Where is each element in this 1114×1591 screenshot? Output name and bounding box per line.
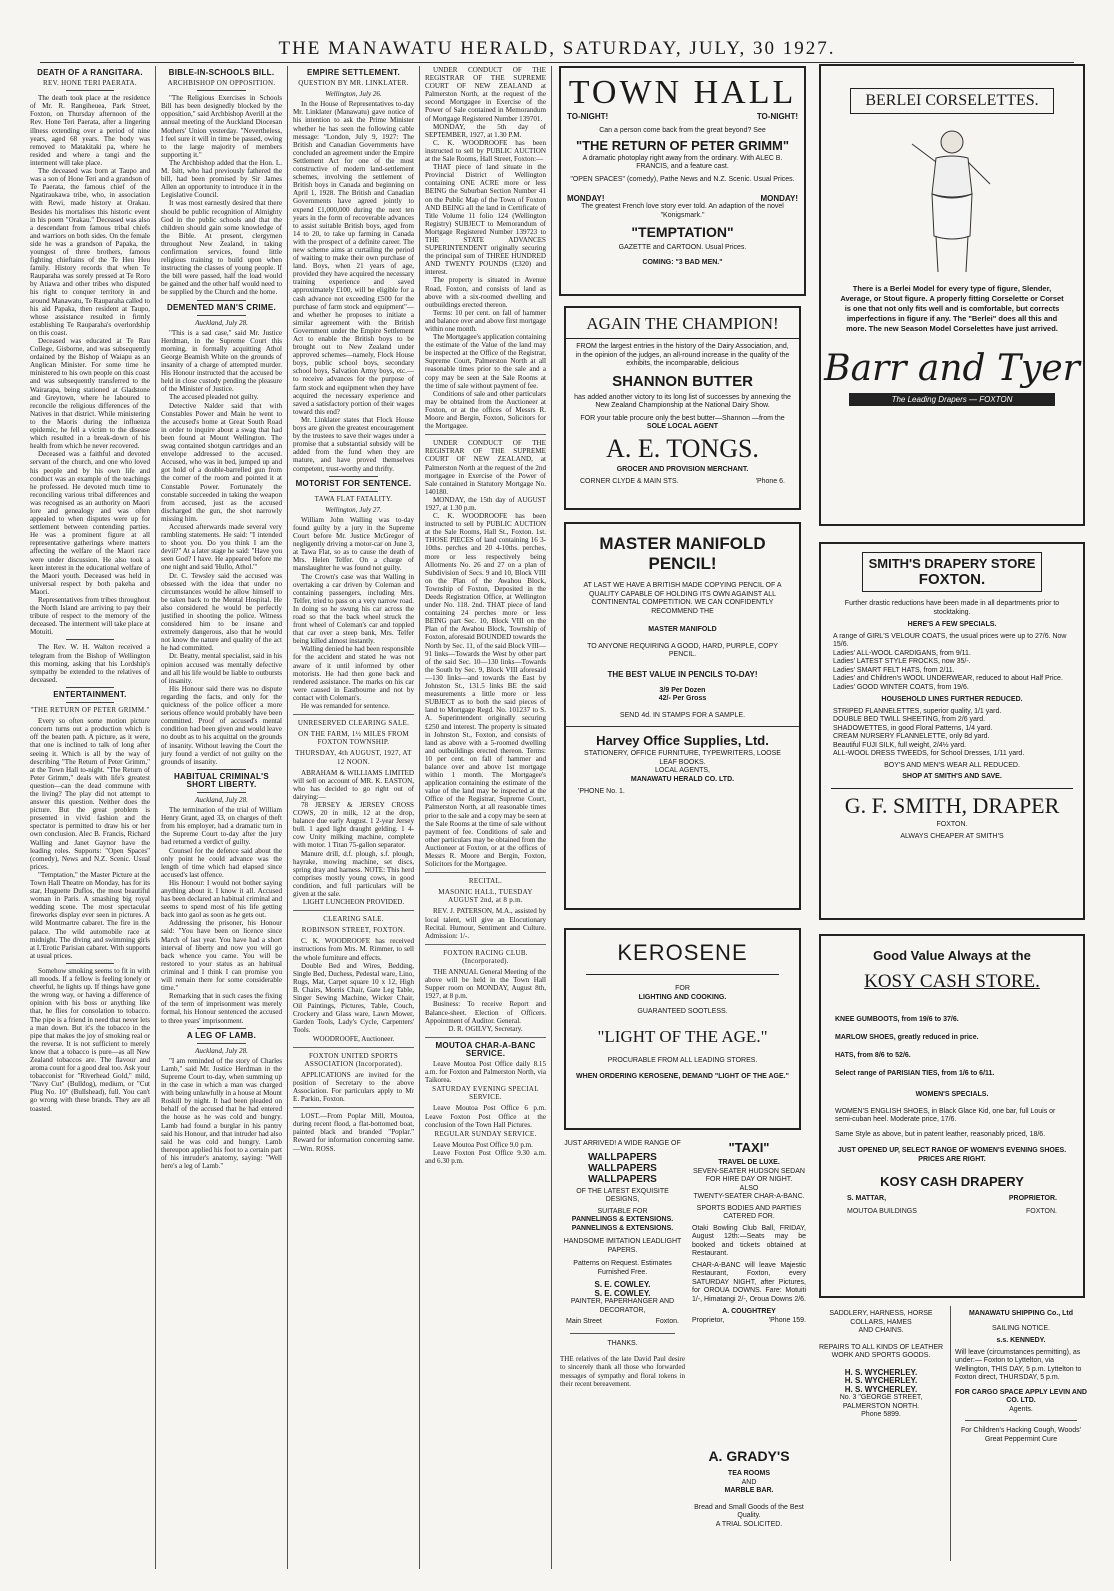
ad-text: MARBLE BAR. xyxy=(724,1487,774,1494)
paragraph: Leave Moutoa Post Office 6 p.m. Leave Foxton Post Office at the conclusion of the Town Hall Pictures. xyxy=(425,1104,546,1129)
paragraph: His Honour: I would not bother saying anything about it. I know it all. Accused has been declared an habitual criminal and seems to spend most of his life getting back into gaol as soon as he gets out. xyxy=(161,878,282,920)
ad-title: MASTER MANIFOLD PENCIL! xyxy=(599,534,766,573)
ad-text: FOXTON. xyxy=(936,820,968,828)
column-rule xyxy=(950,1306,951,1561)
ad-title: Good Value Always at the xyxy=(873,948,1031,963)
paragraph: Leave Moutoa Post Office daily 8.15 a.m. for Foxton and Palmerston North, via Taikorea. xyxy=(425,1059,546,1085)
list-item: Ladies' and Children's WOOL UNDERWEAR, reduced to about Half Price. xyxy=(833,675,1063,682)
ad-text: No. 3 "GEORGE STREET, xyxy=(839,1394,923,1401)
column-4 xyxy=(425,66,546,1566)
paragraph: The Crown's case was that Walling in overtaking a car driven by Coleman and containing passengers, including Mrs. Telfer, tried to pass on a very narrow road. In doing so he swung his car across the road so that the back wheel struck the front wheel of Coleman's car and toppled that car over a steep bank, Mrs. Telfer being killed almost instantly. xyxy=(293,572,414,646)
ad-text: FOR CARGO SPACE APPLY LEVIN AND CO. LTD. xyxy=(955,1388,1087,1404)
paragraph: The termination of the trial of William Henry Grant, aged 33, on charges of theft from his employer, had a dramatic turn in the Supreme Court to-day after the jury had returned a verdict of guilty. xyxy=(161,806,282,847)
paragraph: 78 JERSEY & JERSEY CROSS COWS, 20 in milk, 12 at the drop, balance due early August. 1 2-year Jersey bull. 1 aged light draught gelding. 1 4-cow Unity milking machine, complete with motor. 1 Titan 75-gallon separator. xyxy=(293,800,414,850)
list-item: Ladies' SMART FELT HATS, from 2/11. xyxy=(833,666,955,674)
paragraph: The Rev. W. H. Walton received a telegram from the Bishop of Wellington this morning, asking that his Lordship's sympathy be extended to the relatives of deceased. xyxy=(30,643,150,684)
ad-title: KEROSENE xyxy=(617,940,748,965)
master-manifold-ad xyxy=(564,522,801,910)
ad-text: has added another victory to its long list of successes by annexing the New Zealand Championship at the National Dairy Show. xyxy=(574,393,791,409)
paragraph: The deceased was born at Taupo and was a son of Hone Teri and a grandson of Te Paerata, the famous chief of the Ngatiraukawa tribe, who, in association with Rewi, made history at Orakau. Besides his mortalises this historic event in his poem "Orakau." Deceased was also a descendant from famous tribal chiefs and warriors on both sides. On the female side he was a grandson of Papaka, the youngest of three brothers, famous fighting chieftains of the Te Heu Heu family. History records that when Te Rauparaha was sorely pressed at Te Roro by Atiawa and other tribes who disputed his right to conquer territory in and around Manawatu, Te Rauparaha called to his aid Papaka, then resident at Taupo, whose assistance resulted in firmly establishing Te Rauparaha's overlordship on this coast. xyxy=(30,167,150,337)
paragraph: Counsel for the defence said about the only point he could advance was the length of time which had elapsed since accused's last offence. xyxy=(161,846,282,879)
ad-text: SPORTS BODIES AND PARTIES CATERED FOR. xyxy=(696,1204,802,1220)
ad-text: AND xyxy=(741,1478,757,1486)
ad-text: A TRIAL SOLICITED. xyxy=(715,1520,783,1528)
paragraph: Manure drill, d.f. plough, s.f. plough, hayrake, mowing machine, set discs, spring dray and harness. NOTE: This herd comprises mostly young cows, in good condition, and full particulars will be given at the sale. xyxy=(293,849,414,898)
ad-text: Otaki Bowling Club Ball, FRIDAY, August 12th:—Seats may be booked and tickets obtained at Restaurant. xyxy=(692,1224,806,1257)
list-item: A range of GIRL'S VELOUR COATS, the usual prices were up to 27/6. Now 15/6. xyxy=(833,632,1067,648)
ad-text: Further drastic reductions have been made in all departments prior to stocktaking. xyxy=(844,600,1060,616)
paragraph: It was most earnestly desired that there should be public recognition of Almighty God in the public schools and that the children should gain some knowledge of the Bible. At present, clergymen throughout New Zealand, in taking confirmation services, found little religious training to build upon when instructing the classes of young people. If the bill were passed, half the load would be gained and the other half would need to be supplied by the Church and the home. xyxy=(161,199,282,297)
ad-text: There is a Berlei Model for every type of figure, Slender, Average, or Stout figure. A properly fitting Corselette or Corset is one that not only fits well and is comfortable, but corrects imperfections in figure if any. The "Berlei" does all this and more. The new Season Model Corselettes have just arrived. xyxy=(840,284,1064,333)
saddlery-ad xyxy=(815,1306,947,1556)
ad-text: THE relatives of the late David Paul desire to sincerely thank all those who forwarded messages of sympathy and floral tokens in their recent bereavement. xyxy=(560,1354,685,1388)
ad-title: WALLPAPERS xyxy=(588,1162,657,1174)
shannon-butter-ad xyxy=(564,306,801,510)
paragraph: Deceased was a faithful and devoted servant of the church, and one who loved his people and by his own life and conduct was an example of the teachings he professed. He devoted much time to reconciling various tribal differences and was recognised as an authority on Maori lore and genealogy and was often appealed to when disputes were up for settlement between contending parties. He was a prominent figure at all representative gatherings where matters affecting the welfare of the Maori race were under discussion. He also took a keen interest in the educational welfare of the Maori youth. Deceased was held in universal respect by both pakeha and Maori. xyxy=(30,450,150,596)
berlei-ad xyxy=(819,64,1085,526)
ad-label: PROPRIETOR. xyxy=(1008,1195,1057,1202)
ad-text: "OPEN SPACES" (comedy), Pathe News and N.Z. Scenic. Usual Prices. xyxy=(570,175,795,183)
ad-label: TO-NIGHT! xyxy=(756,112,798,121)
paragraph: "The Religious Exercises in Schools Bill has been designedly blocked by the opposition," said Archbishop Averill at the annual meeting of the Auckland Diocesan Mothers' Union yesterday. "Nevertheless, I feel sure it will in time be passed, owing to the large majority of members supporting it." xyxy=(161,94,282,159)
subheadline: FOXTON RACING CLUB. (Incorporated). xyxy=(443,948,528,965)
ad-text: SHOP AT SMITH'S AND SAVE. xyxy=(902,773,1002,780)
list-item: Ladies' ALL-WOOL CARDIGANS, from 9/11. xyxy=(833,649,971,657)
ad-text: SEVEN-SEATER HUDSON SEDAN FOR HIRE DAY OR NIGHT. xyxy=(693,1167,805,1183)
paragraph: The Archbishop added that the Hon. L. M. Isitt, who had previously fathered the bill, had been promised by Sir James Allen an opportunity to introduce it in the Legislative Council. xyxy=(161,158,282,200)
ad-label: MONDAY! xyxy=(760,194,798,203)
ad-label: CORNER CLYDE & MAIN STS. xyxy=(580,478,679,485)
ad-title: WALLPAPERS xyxy=(588,1173,657,1185)
paragraph: Terms: 10 per cent. on fall of hammer and balance over and above first mortgage within one month. xyxy=(425,308,546,333)
list-item: DOUBLE BED TWILL SHEETING, from 2/6 yard. xyxy=(833,716,986,723)
paragraph: LOST.—From Poplar Mill, Moutoa, during recent flood, a flat-bottomed boat, painted black and branded "Poplar." Reward for information concerning same.—Wm. ROSS. xyxy=(293,1112,414,1153)
ad-text: AND CHAINS. xyxy=(858,1327,904,1334)
paragraph: "I am reminded of the story of Charles Lamb," said Mr. Justice Herdman in the Supreme Court to-day, when summing up in the case in which a man was charged with being unlawfully in a house at Mount Roskill by night. It had been pleaded on behalf of the accused that he had entered the house as he was cold and hungry. Lamb had found a burglar in his pantry said his Honour, and that intruder had also said he was cold and hungry. Lamb thereupon applied his foot to a certain part of his intruder's anatomy, saying: "Well here's a leg of Lamb." xyxy=(161,1056,282,1170)
paragraph: APPLICATIONS are invited for the position of Secretary to the above Association. For particulars apply to Mr E. Parkin, Foxton. xyxy=(293,1070,414,1104)
paragraph: Dr. C. Tewsley said the accused was obsessed with the idea that under no circumstances would he allow himself to be taken back to the Mental Hospital. He also considered he would be perfectly justified in shooting the police. Witness considered him to be insane and extremely dangerous, also that he would not know the nature and quality of the act he had committed. xyxy=(161,571,282,653)
ad-text: JUST OPENED UP, SELECT RANGE OF WOMEN'S EVENING SHOES. PRICES ARE RIGHT. xyxy=(837,1147,1067,1163)
paragraph: Addressing the prisoner, his Honour said: "You have been on licence since March of last year. You have had a short interval of liberty and now you will go back whence you came. You will be restored to your status as an habitual criminal and I think I can promise you will remain there for some considerable time." xyxy=(161,919,282,993)
merchant-name: S. E. COWLEY. xyxy=(594,1280,651,1289)
ad-text: FROM the largest entries in the history of the Dairy Association, and, in the opinion of the judges, an all-round increase in the quality of the exhibits, the incomparable, delicious xyxy=(575,343,790,367)
subheadline: REGULAR SUNDAY SERVICE. xyxy=(434,1129,537,1138)
ad-text: TWENTY-SEATER CHAR-A-BANC. xyxy=(693,1193,805,1200)
subheadline: CLEARING SALE. xyxy=(323,915,384,924)
paragraph: In the House of Representatives to-day Mr. Linklater (Manawatu) gave notice of his intention to ask the Prime Minister whether he has seen the following cable message: "London, July 9, 1927: The British and Canadian Governments have concluded an agreement under the Empire Settlement Act for one of the most constructive of modern land-settlement schemes, involving the settlement of British boys in Canada and beginning on April 1, 1928. The British and Canadian Governments have agreed jointly to expend £1,000,000 during the next ten years in the form of recoverable advances to assist suitable British boys, aged from 14 to 20, to take up farming in Canada with the prospect of a definite career. The new scheme aims at curtailing the period of waiting to make their own purchase of land. Boys, when 21 years of age, provided they have acquired the necessary training experience and saved approximately £100, will be eligible for a cash advance not exceeding £500 for the purchase of farm stock and equipment"—and whether he proposes to initiate a similar agreement with the British Government under the Empire Settlement Act to enable the British boys to be brought out to New Zealand under approved schemes—namely, Flock House boys, public school boys, secondary school boys, Salvation Army boys, etc.—to receive advances for the purpose of farm stock and equipment when they have acquired the necessary experience and saved a satisfactory portion of their wages toward this end? xyxy=(293,100,414,416)
ad-text: FOR your table procure only the best butter—Shannon —from the xyxy=(580,414,785,422)
signature: WOODROOFE, Auctioneer. xyxy=(312,1034,395,1043)
paragraph: Accused afterwards made several very rambling statements. He said: "I intended to shoot you. Do you think I am the devil?" At a later stage he said: "Have you seen God? I have. He appeared before me one night and said 'Hullo, Athol.'" xyxy=(161,522,282,572)
ad-title: MANAWATU SHIPPING Co., Ltd xyxy=(968,1310,1074,1317)
ad-text: 'PHONE No. 1. xyxy=(578,788,625,795)
column-1 xyxy=(30,66,150,1566)
ad-text: For Children's Hacking Cough, Woods' Great Peppermint Cure xyxy=(960,1427,1082,1443)
ad-title: AGAIN THE CHAMPION! xyxy=(566,314,799,339)
merchant-name: A. COUGHTREY xyxy=(722,1308,776,1315)
ad-text: PAINTER, PAPERHANGER AND DECORATOR, xyxy=(570,1298,675,1314)
gradys-ad xyxy=(692,1446,806,1556)
paragraph: Every so often some motion picture concern turns out a production which is off the beaten path. A picture, as it were, that one is inclined to talk of long after seeing it. Which is all by the way of describing "The Return of Peter Grimm," at the Town Hall to-night. "The Return of Peter Grimm," deals with life's greatest question—can the dead commune with the living? The play did not attempt to answer this question. Neither does the picture. But the great problem is presented in vivid fashion and the spectator is permitted to draw his or her own conclusion. Alec B. Francis, Richard Walling and Janet Gaynor have the leading roles. Supports: "Open Spaces" (comedy), News and N.Z. Scenic. Usual prices. xyxy=(30,717,150,871)
paragraph: C. K. WOODROOFE has been instructed to sell by PUBLIC AUCTION at the Sale Rooms, Hall Street, Foxton:— xyxy=(425,138,546,164)
ad-label: S. MATTAR, xyxy=(847,1195,887,1202)
ad-text: BOY'S AND MEN'S WEAR ALL REDUCED. xyxy=(884,761,1020,769)
ad-text: SAILING NOTICE. xyxy=(992,1324,1050,1332)
ad-label: Main Street xyxy=(566,1318,602,1325)
paragraph: MONDAY, the 5th day of SEPTEMBER, 1927, at 1.30 P.M. xyxy=(425,122,546,139)
notice: LIGHT LUNCHEON PROVIDED. xyxy=(302,898,405,907)
subheadline: "THE RETURN OF PETER GRIMM." xyxy=(30,706,150,715)
ad-label: 'Phone 6. xyxy=(755,478,785,485)
ad-list xyxy=(821,1100,1083,1140)
paragraph: His Honour said there was no dispute regarding the facts, and only for the quickness of the police officer a more serious offence would probably have been committed. Proof of accused's mental condition had been given and would leave no doubt as to his acquittal on the grounds of insanity. Without leaving the Court the jury found a verdict of not guilty on the grounds of insanity. xyxy=(161,684,282,766)
column-rule xyxy=(287,66,288,1569)
column-3 xyxy=(293,66,414,1566)
ad-text: HOUSEHOLD LINES FURTHER REDUCED. xyxy=(881,696,1023,703)
paragraph: UNDER CONDUCT OF THE REGISTRAR OF THE SUPREME COURT OF NEW ZEALAND at Palmerston North, at the request of the second Mortgagee in Exercise of the Power of Sale contained in Memorandum of Mortgage Registered Number 139701. xyxy=(425,66,546,123)
ad-text: LIGHTING AND COOKING. xyxy=(638,993,727,1001)
merchant-name: A. E. TONGS. xyxy=(606,433,759,463)
ad-text: Can a person come back from the great beyond? See xyxy=(599,127,766,134)
list-item: STRIPED FLANNELETTES, superior quality, 1/1 yard. xyxy=(833,707,1002,715)
ad-text: GAZETTE and CARTOON. Usual Prices. xyxy=(618,244,747,251)
ad-title-line: SMITH'S DRAPERY STORE xyxy=(868,556,1036,571)
dateline: Auckland, July 28. xyxy=(195,1046,248,1055)
ad-row xyxy=(561,194,804,203)
ad-title: BERLEI CORSELETTES. xyxy=(850,88,1053,114)
paragraph: THE ANNUAL General Meeting of the above will be held in the Town Hall Supper room on MONDAY, August 8th, 1927, at 8 p.m. xyxy=(425,968,546,1001)
list-item: Select range of PARISIAN TIES, from 1/6 to 6/11. xyxy=(835,1070,995,1077)
ad-list xyxy=(821,630,1083,693)
list-item: Ladies' GOOD WINTER COATS, from 19/6. xyxy=(833,683,969,691)
subheadline: ROBINSON STREET, FOXTON. xyxy=(301,926,406,935)
corset-figure-icon xyxy=(892,124,1012,274)
list-item: MARLOW SHOES, greatly reduced in price. xyxy=(835,1034,979,1041)
paragraph: Detective Nalder said that with Constables Power and Main he went to the accused's home at Great South Road in order to inquire about a swag that had been found at Mount Wellington. The swag contained shotgun cartridges and an envelope addressed to the accused. Accused, who was in bed, jumped up and got hold of a double-barrelled gun from the corner of the room and pointed it at Constable Power. Fortunately the constable succeeded in taking the weapon from accused, just as the accused discharged the gun, the shot narrowly missing him. xyxy=(161,401,282,523)
paragraph: Somehow smoking seems to fit in with all moods. If a fellow is feeling lonely or cheerful, he lights up. If things have gone the wrong way, or having a difference of opinion with his boss or anything like that, he flies for consolation to tobacco. The pipe is a friend in need that never lets a man down. But it's the tobacco in the pipe that makes the joy of smoking real or the reverse. It is not sufficient to merely know that a tobacco is pure—as all New Zealand tobaccos are. The flavour and aroma count for a good deal too. Ask your tobacconist for "Riverhead Gold," mild, "Navy Cut" (Bulldog), medium, or "Cut Plug No. 10" (Bullshead), full. You can't go wrong with these brands. They are all toasted. xyxy=(30,966,150,1113)
ad-list xyxy=(821,993,1083,1083)
ad-label: TO-NIGHT! xyxy=(567,112,609,121)
paragraph: ABRAHAM & WILLIAMS LIMITED will sell on account of MR. K. EASTON, who has decided to go right out of dairying:— xyxy=(293,768,414,801)
store-logo: Barr and Tyer xyxy=(824,348,1080,389)
ad-text: COMING: "3 BAD MEN." xyxy=(642,258,723,266)
list-item: Beautiful FUJI SILK, full weight, 2/4½ yard. xyxy=(833,741,967,749)
subheadline: REV. HONE TERI PAERATA. xyxy=(43,79,137,88)
paragraph: Leave Foxton Post Office 9.30 a.m. and 6.30 p.m. xyxy=(425,1148,546,1165)
headline: EMPIRE SETTLEMENT. xyxy=(307,68,400,77)
paragraph: Business: To receive Report and Balance-sheet. Election of Officers. Appointment of Auditor. General. xyxy=(425,1000,546,1025)
paragraph: "This is a sad case," said Mr. Justice Herdman, in the Supreme Court this morning, in formally acquitting Athol George Beamish White on the grounds of insanity of a charge of attempted murder. His Honour instructed that the accused be held in close custody pending the pleasure of the Minister of Justice. xyxy=(161,328,282,394)
ad-text: FOR xyxy=(675,985,690,992)
ad-row xyxy=(821,1202,1083,1215)
smiths-drapery-ad xyxy=(819,542,1085,920)
headline: A LEG OF LAMB. xyxy=(186,1030,257,1040)
ad-text: HERE'S A FEW SPECIALS. xyxy=(907,621,997,628)
ad-title-line: FOXTON. xyxy=(918,571,986,588)
headline: DEMENTED MAN'S CRIME. xyxy=(166,302,277,312)
shipping-ad xyxy=(955,1306,1087,1556)
paragraph: The accused pleaded not guilty. xyxy=(169,393,259,402)
headline: DEATH OF A RANGITARA. xyxy=(37,68,143,77)
taxi-ad xyxy=(692,1140,806,1440)
price: 42/- Per Gross xyxy=(658,695,707,702)
subheadline: QUESTION BY MR. LINKLATER. xyxy=(298,79,409,88)
product-name: "LIGHT OF THE AGE." xyxy=(597,1026,768,1046)
list-item: WOMEN'S ENGLISH SHOES, in Black Glace Kid, one bar, full Louis or semi-cuban heel. Moderate price, 17/6. xyxy=(835,1107,1056,1123)
list-item: KNEE GUMBOOTS, from 19/6 to 37/6. xyxy=(835,1016,959,1023)
ad-text: SEND 4d. IN STAMPS FOR A SAMPLE. xyxy=(566,712,799,728)
masthead: THE MANAWATU HERALD, SATURDAY, JULY, 30 1927. xyxy=(40,38,1074,63)
price: 3/9 Per Dozen xyxy=(659,686,706,694)
ad-row xyxy=(821,1189,1083,1202)
ad-text: AT LAST WE HAVE A BRITISH MADE COPYING PENCIL OF A QUALITY CAPABLE OF HOLDING ITS OWN AGAINST ALL CONTINENTAL COMPETITION. WE CAN CONFIDENTLY RECOMMEND THE xyxy=(583,582,782,615)
ad-title: TOWN HALL xyxy=(568,74,797,111)
ad-title: A. GRADY'S xyxy=(708,1448,790,1464)
kosy-cash-store-ad xyxy=(819,934,1085,1298)
ad-text: LOCAL AGENTS, xyxy=(655,767,710,774)
paragraph: The death took place at the residence of Mr. R. Rangiheuea, Park Street, Foxton, on Thursday afternoon of the Rev. Hone Teri Paerata, after a lingering illness extending over a period of nine years, aged 68 years. The body was removed to Matakitaki pa, where he resided and where a tangi and the interment will take place. xyxy=(30,94,150,167)
paragraph: Remarking that in such cases the fixing of the term of imprisonment was merely formal, his Honour sentenced the accused to three years' imprisonment. xyxy=(161,992,282,1025)
headline: HABITUAL CRIMINAL'S SHORT LIBERTY. xyxy=(173,771,269,789)
paragraph: Walling denied he had been responsible for the accident and stated he was not aware of it until informed by other motorists. He had then gone back and rendered assistance. The marks on his car were caused in Eastbourne and not by contact with Coleman's. xyxy=(293,645,414,702)
merchant-name: G. F. SMITH, DRAPER xyxy=(844,792,1060,818)
ad-text: A dramatic photoplay right away from the ordinary. With ALEC B. FRANCIS, and a feature cast. xyxy=(582,154,783,170)
kerosene-ad xyxy=(564,928,801,1130)
paragraph: Leave Moutoa Post Office 9.0 p.m. xyxy=(433,1140,533,1149)
ad-text: PROCURABLE FROM ALL LEADING STORES. xyxy=(607,1056,758,1064)
ad-text: COLLARS, HAMES xyxy=(850,1318,912,1326)
ad-text: TEA ROOMS xyxy=(727,1470,771,1477)
ad-text: PALMERSTON NORTH. xyxy=(842,1402,920,1410)
paragraph: THAT piece of land situate in the Provincial District of Wellington containing ONE ACRE more or less BEING the Suburban Section Number 41 on the Public Map of the Town of Foxton AND BEING all the land in Certificate of Title Volume 11 folio 124 (Wellington Registry) SUBJECT to Memorandum of Mortgage Registered Number 139723 to THE STATE ADVANCES SUPERINTENDENT originally securing the principal sum of THREE HUNDRED AND TWENTY POUNDS (£320) and interest. xyxy=(425,163,546,277)
headline: MOUTOA CHAR-A-BANC SERVICE. xyxy=(435,1040,536,1058)
column-rule xyxy=(551,66,552,1569)
list-item: SHADOWETTES, in good Floral Patterns, 1/4 yard. xyxy=(833,724,993,732)
ad-text: OF THE LATEST EXQUISITE DESIGNS, xyxy=(576,1187,669,1203)
ad-text: THE BEST VALUE IN PENCILS TO-DAY! xyxy=(607,669,758,679)
paragraph: Double Bed and Wires, Bedding, Single Bed, Duchess, Pedestal ware, Lino, Rugs, Mat, Carpet square 10 x 12, High B. Chairs, Morris Chair, Gate Leg Table, Singer Sewing Machine, Wicker Chair, Oil Paintings, Pictures, Table, Couch, Crockery and Glass ware, Lawn Mower, Garden Tools, Lady's Cycle, Carpenters' Tools. xyxy=(293,961,414,1035)
company-name: Harvey Office Supplies, Ltd. xyxy=(596,733,769,748)
ad-text: SUITABLE FOR xyxy=(597,1207,648,1215)
ad-text: THANKS. xyxy=(607,1340,638,1347)
ad-row xyxy=(560,1315,685,1325)
paragraph: William John Walling was to-day found guilty by a jury in the Supreme Court before Mr. Justice McGregor of negligently driving a motor-car on June 3, at Tawa Flat, so as to cause the death of Mrs. Helen Telfer. On a charge of manslaughter he was found not guilty. xyxy=(293,515,414,573)
ad-label: Proprietor, xyxy=(692,1316,725,1324)
ad-text: Patterns on Request. Estimates Furnished Free. xyxy=(573,1260,672,1276)
subheadline: RECITAL. xyxy=(468,877,503,886)
subheadline: ARCHBISHOP ON OPPOSITION. xyxy=(167,79,276,88)
paragraph: The Mortgagee's application containing the estimate of the Value of the land may be inspected at the Office of the Registrar, Supreme Court, Palmerston North at all reasonable times prior to the sale and a copy may be seen at the Sale Rooms at the time of sale without payment of fee. xyxy=(425,333,546,390)
dateline: Auckland, July 28. xyxy=(195,318,248,327)
ad-label: Foxton. xyxy=(655,1318,679,1325)
ad-text: SOLE LOCAL AGENT xyxy=(646,423,719,430)
paragraph: He was remanded for sentence. xyxy=(301,702,390,711)
merchant-name: H. S. WYCHERLEY. xyxy=(844,1384,918,1394)
paragraph: Conditions of sale and other particulars may be obtained from the Auctioneer at Foxton, or at the offices of Messrs R. Moore and Bergin, Foxton, Solicitors for the Mortgagee. xyxy=(425,389,546,431)
ad-label: MOUTOA BUILDINGS xyxy=(847,1208,917,1215)
subheadline: SATURDAY EVENING SPECIAL SERVICE. xyxy=(432,1085,539,1102)
ad-label: MONDAY! xyxy=(567,194,605,203)
ad-text: WHEN ORDERING KEROSENE, DEMAND "LIGHT OF THE AGE." xyxy=(576,1073,789,1080)
paragraph: REV. J. PATERSON, M.A., assisted by local talent, will give an Elocutionary Recital. Humour, Sentiment and Culture. Admission: 1/-. xyxy=(425,907,546,940)
illustration xyxy=(821,124,1083,274)
subheadline: UNRESERVED CLEARING SALE. xyxy=(297,719,410,728)
ad-text: SADDLERY, HARNESS, HORSE xyxy=(829,1310,933,1317)
ad-title xyxy=(862,552,1043,592)
list-item: ALL-WOOL DRESS TWEEDS, for School Dresses, 1/11 yard. xyxy=(833,750,1025,757)
ad-text: TO ANYONE REQUIRING A GOOD, HARD, PURPLE, COPY PENCIL. xyxy=(587,642,778,658)
ad-text: MANAWATU HERALD CO. LTD. xyxy=(630,775,735,783)
subheadline: THURSDAY, 4th AUGUST, 1927, AT 12 NOON. xyxy=(295,749,412,766)
paragraph: The property is situated in Avenue Road, Foxton, and consists of land as above with a six-roomed dwelling and outbuildings erected thereon. xyxy=(425,276,546,309)
paragraph: C. K. WOODROOFE has been instructed to sell by PUBLIC AUCTION at the Sale Rooms, Hall St., Foxton. 1st. THOSE PIECES of land containing 16 3-10ths. perches and 20 4-10ths. perches, more or less respectively being Allotments No. 26 and 27 on a plan of Subdivision of Secs. 9 and 10, Block VIII on the Plan of the Awahou Block, Township of Foxton, Deposited in the Deeds Registration Office, at Wellington under No. 118. 2nd. THAT piece of land containing 24 perches more or less BEING part Sec. 10, Block VIII on the Plan of the Awahou Block, Township of Foxton, aforesaid BOUNDED towards the North by Sec. 11, of the said Block VIII—91 links—Towards the West by other part of the said Sec. 10—130 links—Towards the South by Sec. 9, Block VIII aforesaid—130 links—and towards the East by Johnston St., 131.5 links BE the said measurements a little more or less SUBJECT as to both the said pieces of land to Mortgage Regd. No. 101237 to S. A. Superintendent originally securing £250 and interest. The property is situated in Johnston St., Foxton, and consists of land as above with a 5-roomed dwelling and outbuildings erected thereon. Terms: 10 per cent. on fall of hammer and balance over and above 1st mortgage within 1 month. The Mortgagee's application containing the estimate of the value of the land may be inspected at the Office of the Registrar, Supreme Court, Palmerston North, at all reasonable times prior to the sale and a copy may be seen at the Sale Rooms at the time of sale without payment of fee. Conditions of sale and other particulars may be obtained from the Auctioneer at Foxton, or at the offices of Messrs R. Moore and Bergin, Foxton, Solicitors for the Mortgagee. xyxy=(425,512,546,869)
merchant-name: S. E. COWLEY. xyxy=(594,1288,651,1298)
ad-text: JUST ARRIVED! A WIDE RANGE OF xyxy=(564,1140,681,1147)
paragraph: Representatives from tribes throughout the North Island are arriving to pay their tribute of respect to the memory of the deceased. The interment will take place at Motuiti. xyxy=(30,596,150,637)
ad-text: REPAIRS TO ALL KINDS OF LEATHER WORK AND SPORTS GOODS. xyxy=(818,1343,944,1359)
ad-text: The greatest French love story ever told. An adaption of the novel "Konigsmark." xyxy=(581,203,784,219)
ad-text: Bread and Small Goods of the Best Quality. xyxy=(694,1503,804,1519)
list-item: Ladies' LATEST STYLE FROCKS, now 35/-. xyxy=(833,658,971,665)
dateline: Wellington, July 26. xyxy=(325,90,382,99)
signature: D. R. OGILVY, Secretary. xyxy=(448,1024,523,1033)
ad-list xyxy=(821,705,1083,759)
ad-text: PANNELINGS & EXTENSIONS. xyxy=(571,1216,674,1223)
ad-row xyxy=(561,112,804,121)
column-2 xyxy=(161,66,282,1566)
paragraph: C. K. WOODROOFE has received instructions from Mrs. M. Rimmer, to sell the whole furniture and effects. xyxy=(293,937,414,962)
ad-text: ALWAYS CHEAPER AT SMITH'S xyxy=(900,833,1004,840)
store-band: The Leading Drapers — FOXTON xyxy=(849,393,1055,406)
paragraph: "Temptation," the Master Picture at the Town Hall Theatre on Monday, has for its star, Huguette Duflos, the most beautiful woman in Paris. A smashing big royal wedding scene. The most spectacular fireworks display ever seen in pictures. A wild Montmartre cabaret. The fire in the palace. The wild automobile race at midnight. The diving and swimming girls at L'Erotic Parisian cabaret. With supports at usual prices. xyxy=(30,870,150,960)
paragraph: Deceased was educated at Te Rau College, Gisborne, and was subsequently ordained by the Bishop of Waiapu as an Anglican Minister. For some time he ministered to his own people on this coast and was subsequently transferred to the Wairarapa, being stationed at Gladstone and Greytown, where he laboured to reconcile the religious differences of the Natives in that district. While ministering to the Maoris during the influenza epidemic, he fell a victim to the disease which resulted in a break-down of his health from which he never recovered. xyxy=(30,337,150,451)
ad-title: WALLPAPERS xyxy=(588,1151,657,1163)
headline: MOTORIST FOR SENTENCE. xyxy=(295,478,412,488)
ad-title: "TAXI" xyxy=(728,1140,770,1155)
ad-row xyxy=(692,1317,806,1324)
store-name: KOSY CASH STORE. xyxy=(864,971,1040,992)
ad-text: HANDSOME IMITATION LEADLIGHT PAPERS. xyxy=(563,1238,682,1254)
ad-text: TRAVEL DE LUXE. xyxy=(718,1159,780,1166)
ad-text: GUARANTEED SOOTLESS. xyxy=(637,1008,728,1015)
town-hall-ad xyxy=(559,66,806,296)
merchant-name: H. S. WYCHERLEY. xyxy=(844,1367,918,1377)
list-item: HATS, from 8/6 to 52/6. xyxy=(835,1052,911,1059)
ad-label: FOXTON. xyxy=(1026,1208,1057,1215)
ad-text: Will leave (circumstances permitting), as under:— Foxton to Lyttelton, via Wellington, THIS DAY, 5 p.m. Lyttelton to Foxton direct, THURSDAY, 5 p.m. xyxy=(955,1348,1082,1381)
subheadline: FOXTON UNITED SPORTS ASSOCIATION (Incorporated). xyxy=(304,1051,403,1068)
ship-name: s.s. KENNEDY. xyxy=(996,1337,1046,1344)
paragraph: UNDER CONDUCT OF THE REGISTRAR OF THE SUPREME COURT OF NEW ZEALAND, at Palmerston North at the request of the 2nd mortgagee in Exercise of the Power of Sale contained in Statutory Mortgage No. 140180. xyxy=(425,439,546,496)
ad-text: Phone 5899. xyxy=(861,1411,901,1418)
headline: ENTERTAINMENT. xyxy=(53,689,127,699)
ad-text: WOMEN'S SPECIALS. xyxy=(915,1091,989,1098)
headline: BIBLE-IN-SCHOOLS BILL. xyxy=(168,68,275,77)
dateline: Auckland, July 28. xyxy=(195,795,248,804)
column-rule xyxy=(419,66,420,1569)
paragraph: Mr. Linklater states that Flock House boys are given the greatest encouragement by the trustees to save their wages under a promise that a substantial subsidy will be added from the fund when they are mature, and have proved themselves competent, trust-worthy and thrifty. xyxy=(293,415,414,473)
film-title: "THE RETURN OF PETER GRIMM" xyxy=(575,137,790,153)
list-item: Same Style as above, but in patent leather, reasonably priced, 18/6. xyxy=(835,1130,1046,1138)
ad-text: ALSO xyxy=(739,1184,759,1192)
subheadline: MASONIC HALL, TUESDAY AUGUST 2nd, at 8 p.m. xyxy=(438,888,533,905)
list-item: CREAM NURSERY FLANNELETTE, only 8d yard. xyxy=(833,733,990,740)
ad-row xyxy=(566,474,799,485)
wallpapers-ad xyxy=(560,1140,685,1580)
column-rule xyxy=(155,66,156,1569)
ad-text: Agents. xyxy=(1009,1405,1033,1413)
film-title: "TEMPTATION" xyxy=(631,224,734,240)
ad-text: PANNELINGS & EXTENSIONS. xyxy=(571,1224,674,1232)
product-name: SHANNON BUTTER xyxy=(612,372,753,390)
subheadline: ON THE FARM, 1½ MILES FROM FOXTON TOWNSHIP. xyxy=(298,730,409,747)
store-name: KOSY CASH DRAPERY xyxy=(880,1174,1024,1189)
ad-text: CHAR-A-BANC will leave Majestic Restaurant, Foxton, every SATURDAY NIGHT, after Pictures, for OROUA DOWNS. Fare: Motuiti 1/-, Himatangi 2/-, Oroua Downs 2/6. xyxy=(692,1261,806,1303)
merchant-name: H. S. WYCHERLEY. xyxy=(844,1376,918,1385)
product-name: MASTER MANIFOLD xyxy=(648,626,717,633)
ad-text: GROCER AND PROVISION MERCHANT. xyxy=(616,465,749,473)
paragraph: Dr. Beatty, mental specialist, said in his opinion accused was mentally defective and all his life would be liable to outbursts of insanity. xyxy=(161,652,282,685)
ad-text: STATIONERY, OFFICE FURNITURE, TYPEWRITERS, LOOSE LEAF BOOKS. xyxy=(584,750,781,766)
subheadline: TAWA FLAT FATALITY. xyxy=(314,494,393,503)
paragraph: MONDAY, the 15th day of AUGUST 1927, at 1.30 p.m. xyxy=(425,495,546,512)
ad-label: 'Phone 159. xyxy=(768,1316,806,1324)
dateline: Wellington, July 27. xyxy=(325,505,382,514)
